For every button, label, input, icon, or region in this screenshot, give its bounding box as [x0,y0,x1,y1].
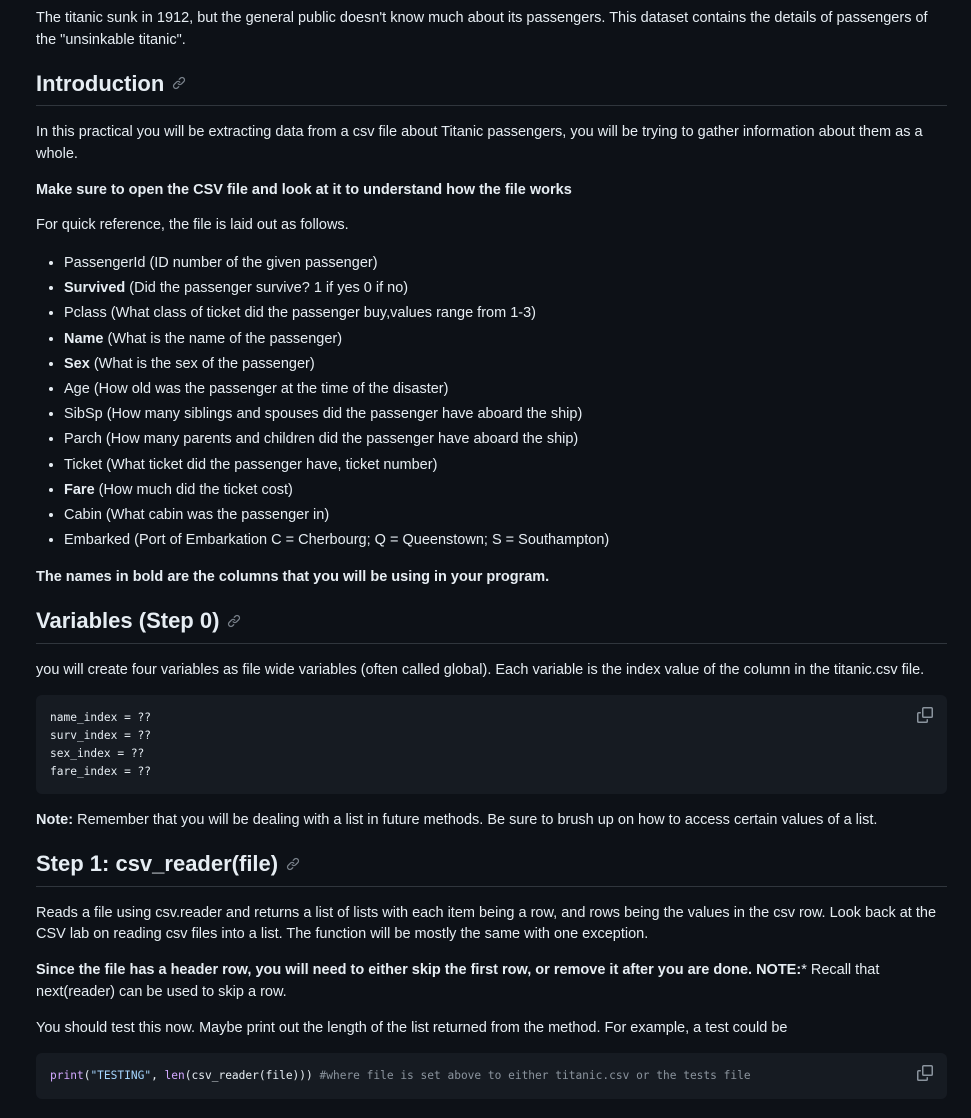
heading-variables-text: Variables (Step 0) [36,608,220,634]
column-list [36,251,947,553]
step1-header-note-text: * Recall that next(reader) can be used to skip a row. [36,962,880,1000]
heading-variables [36,607,947,644]
list-item-text: PassengerId (ID number of the given passenger) [64,255,378,271]
list-item-text: Cabin (What cabin was the passenger in) [64,507,330,524]
heading-introduction [36,70,947,107]
list-item-text: (How much did the ticket cost) [94,481,293,498]
step1-test-paragraph: You should test this now. Maybe print out the length of the list returned from the method. For example, a test could be [36,1019,788,1036]
introduction-reference: For quick reference, the file is laid out as follows. [36,217,349,234]
code-line: surv_index = ?? [50,729,152,743]
code-token-function: len [164,1069,185,1083]
step1-header-note-bold: Since the file has a header row, you will need to either skip the first row, or remove it after you are done. NOTE: [36,962,802,978]
introduction-paragraph: In this practical you will be extracting data from a csv file about Titanic passengers, you will be trying to gather information about them as a whole. [36,124,923,162]
link-icon[interactable] [227,614,241,628]
heading-step1-text: Step 1: csv_reader(file) [36,851,279,876]
list-item-text: Pclass (What class of ticket did the passenger buy,values range from 1-3) [64,305,537,322]
step1-paragraph: Reads a file using csv.reader and returns a list of lists with each item being a row, and rows being the values in the csv row. Look back at the CSV lab on reading csv files into a list. The function will be mostly the same with one exception. [36,904,937,943]
list-item-text: (What is the name of the passenger) [103,330,343,347]
list-item-text: Ticket (What ticket did the passenger have, ticket number) [64,456,438,473]
code-token-call: csv_reader [191,1069,259,1083]
list-item-bold: Sex [64,355,90,372]
list-item-bold: Survived [64,280,126,297]
copy-button[interactable] [915,1063,935,1083]
list-item-bold: Fare [64,481,95,498]
copy-icon [917,1065,933,1081]
list-item [64,352,947,377]
code-line: fare_index = ?? [50,764,152,778]
list-item [64,427,947,452]
code-token-string: "TESTING" [90,1069,152,1083]
link-icon[interactable] [172,76,186,90]
list-item [64,528,947,553]
code-line [50,1067,933,1085]
variables-paragraph: you will create four variables as file wide variables (often called global). Each variable is the index value of the column in the titanic.csv file. [36,661,925,678]
list-item [64,327,947,352]
copy-icon [917,707,933,723]
list-item [64,453,947,478]
list-item-text: Parch (How many parents and children did the passenger have aboard the ship) [64,431,579,448]
code-token-punct: ( [184,1069,192,1083]
list-item-text: (What is the sex of the passenger) [89,355,315,372]
list-item-text: Embarked (Port of Embarkation C = Cherbourg; Q = Queenstown; S = Southampton) [64,532,610,549]
test-code-block[interactable] [36,1053,947,1099]
introduction-instruction [36,180,947,202]
copy-button[interactable] [915,705,935,725]
intro-paragraph: The titanic sunk in 1912, but the general public doesn't know much about its passengers. This dataset contains the details of passengers of the "unsinkable titanic". [36,10,928,48]
heading-introduction-text: Introduction [36,70,165,96]
list-item-text: (Did the passenger survive? 1 if yes 0 if no) [125,280,409,297]
list-item [64,503,947,528]
list-item [64,301,947,326]
code-line: name_index = ?? [50,711,152,725]
link-icon[interactable] [286,857,300,871]
code-line: sex_index = ?? [50,746,145,760]
step1-header-note [36,960,947,1004]
list-item [64,276,947,301]
list-item [64,478,947,503]
note-label: Note: [36,812,74,829]
list-item [64,377,947,402]
bold-columns-note [36,567,947,589]
code-token-punct: ( [83,1069,91,1083]
list-item [64,251,947,276]
list-item [64,402,947,427]
variables-note [36,810,947,832]
list-item-text: Age (How old was the passenger at the time of the disaster) [64,381,449,398]
code-token-function: print [50,1069,84,1083]
bold-columns-note-text: The names in bold are the columns that you will be using in your program. [36,569,550,586]
variables-code-block[interactable] [36,695,947,794]
note-text: Remember that you will be dealing with a list in future methods. Be sure to brush up on how to access certain values of a list. [73,812,878,829]
list-item-bold: Name [64,330,104,347]
introduction-instruction-bold: Make sure to open the CSV file and look at it to understand how the file works [36,181,572,198]
list-item-text: SibSp (How many siblings and spouses did the passenger have aboard the ship) [64,406,583,423]
code-token-args: (file))) [258,1069,313,1083]
code-token-comment: #where file is set above to either titanic.csv or the tests file [312,1069,751,1083]
heading-step1 [36,850,947,887]
code-token-punct: , [151,1069,165,1083]
